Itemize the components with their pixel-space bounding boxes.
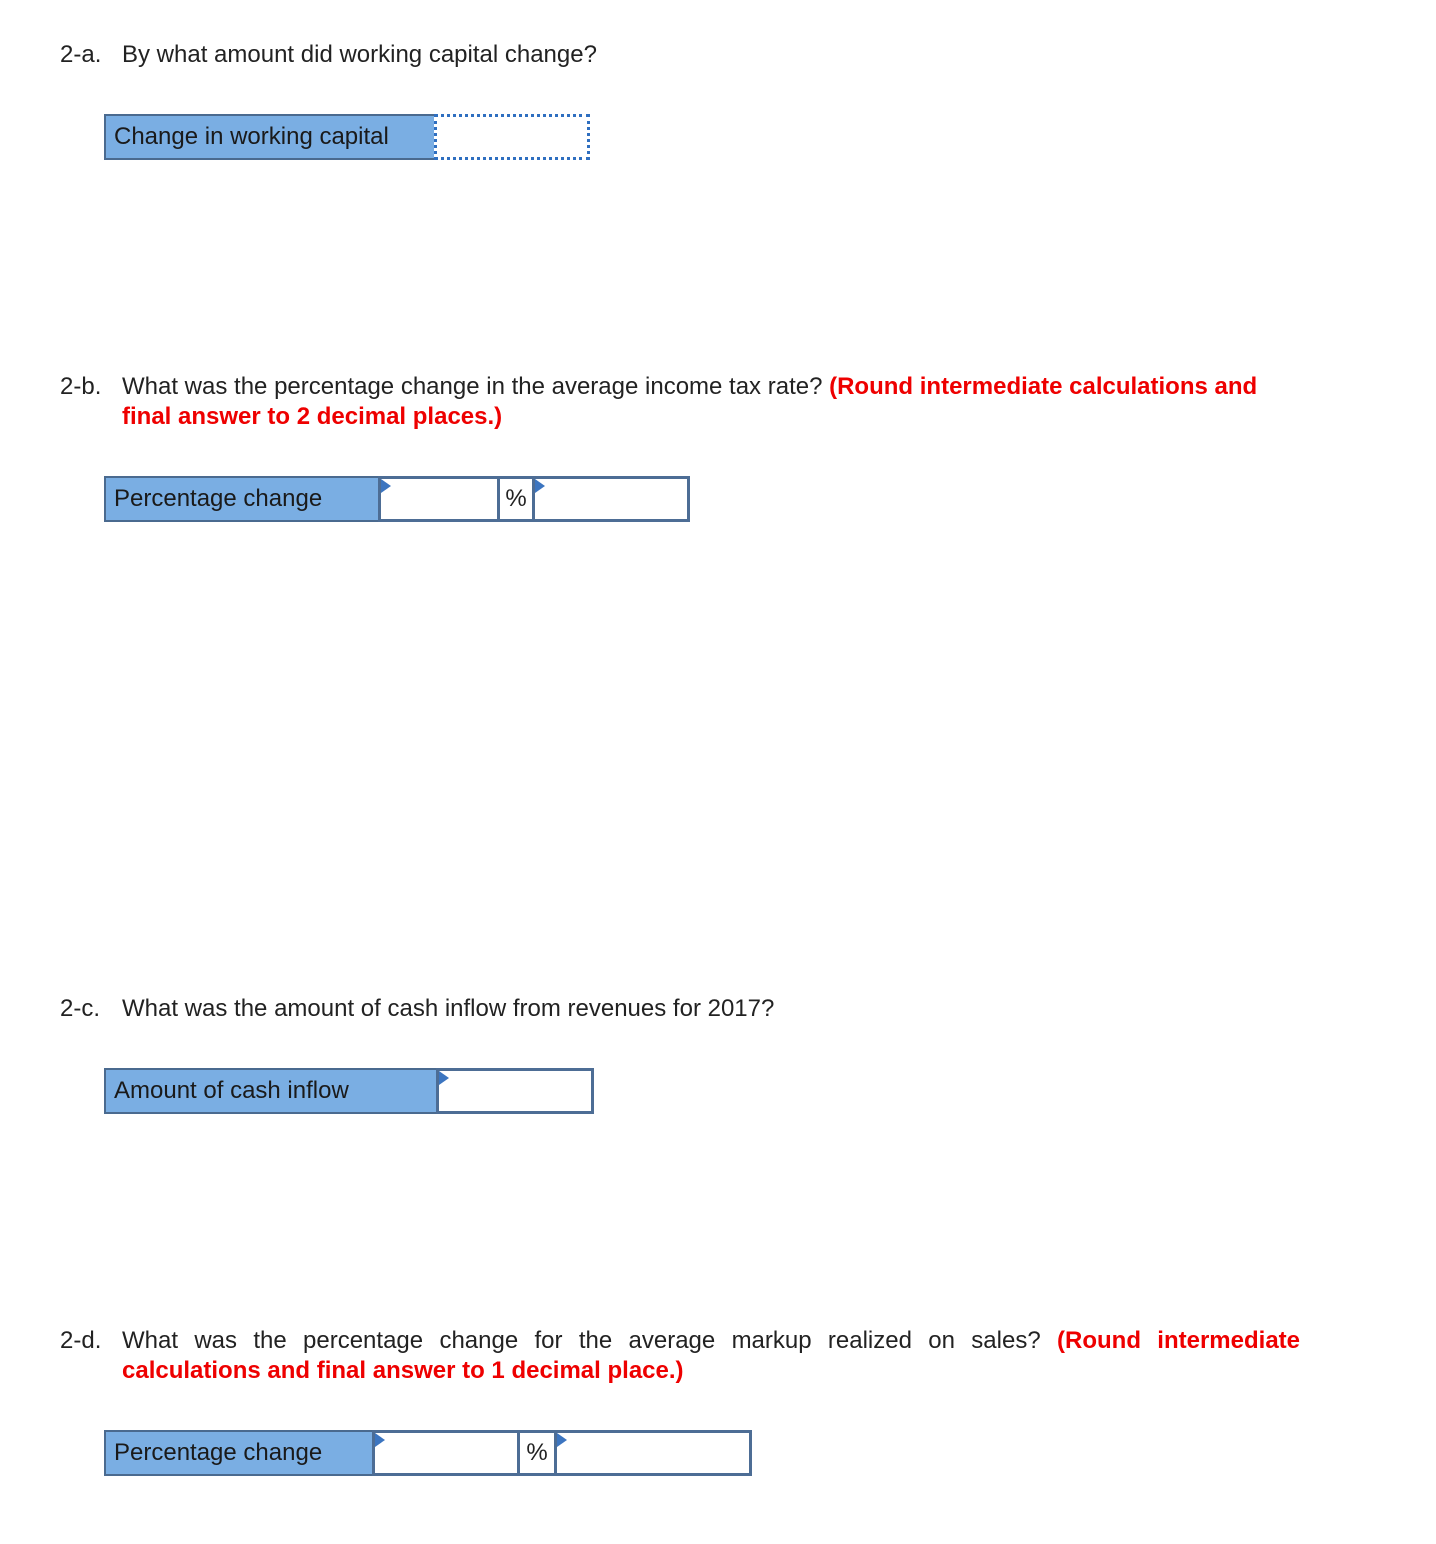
percent-sign: % — [520, 1430, 554, 1476]
field-label: Percentage change — [104, 1430, 372, 1476]
answer-row-2c — [104, 1068, 594, 1114]
percentage-change-input[interactable] — [378, 476, 500, 522]
flag-icon — [375, 1433, 385, 1447]
question-number: 2-b. — [60, 373, 102, 400]
rounding-hint: (Round intermediate calculations and final answer to 2 decimal places.) — [122, 373, 1258, 430]
extra-answer-input[interactable] — [554, 1430, 752, 1476]
question-text-main: What was the percentage change in the average income tax rate? — [122, 373, 823, 400]
question-2d — [60, 1326, 1300, 1386]
field-label: Percentage change — [104, 476, 378, 522]
working-capital-change-input[interactable] — [434, 114, 590, 160]
extra-answer-input[interactable] — [532, 476, 690, 522]
percentage-change-field[interactable] — [381, 479, 497, 519]
percent-sign: % — [500, 476, 532, 522]
question-number: 2-a. — [60, 41, 102, 68]
answer-row-2b — [104, 476, 690, 522]
markup-percentage-field[interactable] — [375, 1433, 517, 1473]
question-2a — [60, 40, 1300, 70]
flag-icon — [557, 1433, 567, 1447]
flag-icon — [535, 479, 545, 493]
extra-answer-field[interactable] — [557, 1433, 749, 1473]
question-text: What was the amount of cash inflow from revenues for 2017? — [122, 995, 775, 1022]
answer-row-2a — [104, 114, 590, 160]
markup-percentage-input[interactable] — [372, 1430, 520, 1476]
cash-inflow-input[interactable] — [436, 1068, 594, 1114]
extra-answer-field[interactable] — [535, 479, 687, 519]
flag-icon — [381, 479, 391, 493]
answer-row-2d — [104, 1430, 752, 1476]
working-capital-change-field[interactable] — [437, 117, 587, 157]
rounding-hint: (Round intermediate calculations and final answer to 1 decimal place.) — [122, 1327, 1301, 1384]
question-2c — [60, 994, 1300, 1024]
question-text-main: What was the percentage change for the average markup realized on sales? — [122, 1327, 1041, 1354]
question-number: 2-d. — [60, 1327, 102, 1354]
question-number: 2-c. — [60, 995, 101, 1022]
question-text: By what amount did working capital change? — [122, 41, 597, 68]
question-2b — [60, 372, 1300, 432]
question-text — [122, 372, 1300, 432]
cash-inflow-field[interactable] — [439, 1071, 591, 1111]
flag-icon — [439, 1071, 449, 1085]
field-label: Amount of cash inflow — [104, 1068, 436, 1114]
field-label: Change in working capital — [104, 114, 434, 160]
question-text — [122, 1326, 1300, 1386]
